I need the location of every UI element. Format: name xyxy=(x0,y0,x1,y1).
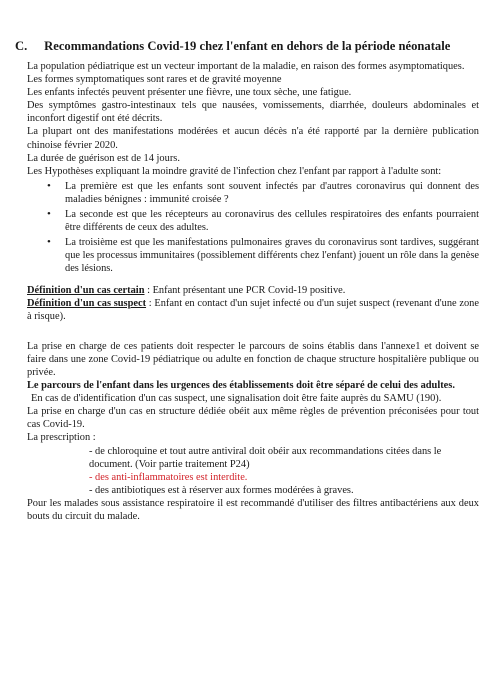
definition-suspect-case xyxy=(27,297,479,323)
definition-certain-case xyxy=(27,284,479,297)
section-title-text: Recommandations Covid-19 chez l'enfant en dehors de la période néonatale xyxy=(44,39,451,53)
paragraph-dedicated-structure: La prise en charge d'un cas en structure dédiée obéit aux même règles de prévention préconisées pour tout cas Covid-19. xyxy=(27,406,479,431)
paragraph-hypotheses-intro: Les Hypothèses expliquant la moindre gravité de l'infection chez l'enfant par rapport à l'adulte sont: xyxy=(27,165,442,177)
definition-certain-text: : Enfant présentant une PCR Covid-19 positive. xyxy=(144,284,346,296)
hypotheses-list xyxy=(27,180,479,276)
definition-suspect-text: : Enfant en contact d'un sujet infecté ou d'un sujet suspect (revenant d'une zone à risque). xyxy=(27,297,479,322)
list-item: • La première est que les enfants sont souvent infectés par d'autres coronavirus qui donnent des maladies bénignes : immunité croisée ? xyxy=(65,180,479,206)
paragraph-population: La population pédiatrique est un vecteur important de la maladie, en raison des formes asymptomatiques. xyxy=(27,61,465,72)
paragraph-infected-children: Les enfants infectés peuvent présenter une fièvre, une toux sèche, une fatigue. xyxy=(27,87,352,99)
paragraph-separate-pathway: Le parcours de l'enfant dans les urgences des établissements doit être séparé de celui des adultes. xyxy=(27,380,455,392)
paragraph-gastro-symptoms: Des symptômes gastro-intestinaux tels que nausées, vomissements, diarrhée, douleurs abdominales et inconfort digestif ont été décrits. xyxy=(27,100,479,125)
paragraph-respiratory-filters: Pour les malades sous assistance respiratoire il est recommandé d'utiliser des filtres antibactériens aux deux bouts du circuit du malade. xyxy=(27,497,479,522)
prescription-item-anti-inflammatory: - des anti-inflammatoires est interdite. xyxy=(89,471,248,483)
list-item: • La seconde est que les récepteurs au coronavirus des cellules respiratoires des enfants pourraient être différents de ceux des adultes. xyxy=(65,208,479,234)
section-letter: C. xyxy=(15,39,28,53)
paragraph-recovery-duration: La durée de guérison est de 14 jours. xyxy=(27,152,180,164)
list-item: • La troisième est que les manifestations pulmonaires graves du coronavirus sont tardives, suggérant que les processus immunitaires (possiblement différents chez l'enfant) jouent un rôle dans la genèse des lésions. xyxy=(65,236,479,275)
prescription-list xyxy=(27,445,479,497)
document-page xyxy=(15,38,480,523)
paragraph-suspect-signal: En cas de d'identification d'un cas suspect, une signalisation doit être faite auprès du SAMU (190). xyxy=(31,393,442,405)
paragraph-symptomatic-forms: Les formes symptomatiques sont rares et de gravité moyenne xyxy=(27,74,282,86)
prescription-item-chloroquine: - de chloroquine et tout autre antiviral doit obéir aux recommandations citées dans le document. (Voir partie traitement P24) xyxy=(89,445,442,470)
prescription-item-antibiotics: - des antibiotiques est à réserver aux formes modérées à graves. xyxy=(89,484,354,496)
prescription-label: La prescription : xyxy=(27,432,96,444)
definition-suspect-label: Définition d'un cas suspect xyxy=(27,297,147,309)
paragraph-care-pathway: La prise en charge de ces patients doit respecter le parcours de soins établis dans l'annexe1 et doivent se faire dans une zone Covid-19 pédiatrique ou adulte en fonction de chaque structure hospitalière publique ou privée. xyxy=(27,340,479,378)
definition-certain-label: Définition d'un cas certain xyxy=(27,284,145,296)
paragraph-moderate-manifestations: La plupart ont des manifestations modérées et aucun décès n'a été rapporté par la dernière publication chinoise février 2020. xyxy=(27,126,479,151)
section-title xyxy=(15,38,479,54)
